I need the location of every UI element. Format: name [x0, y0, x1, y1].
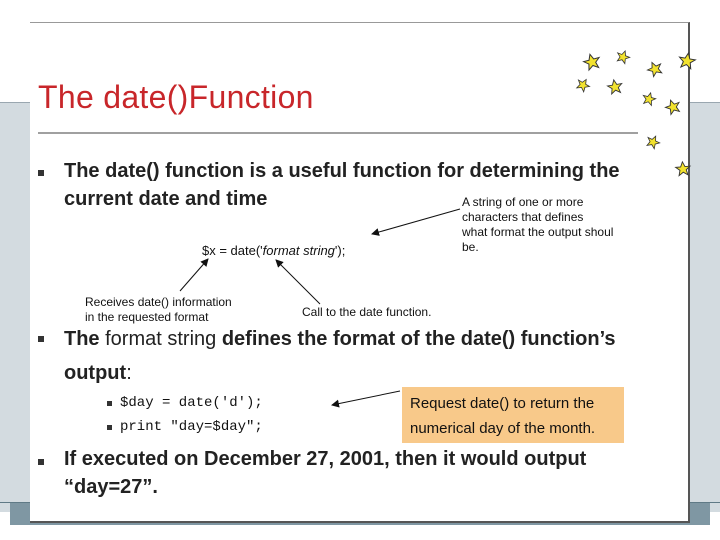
slide: [30, 22, 690, 523]
bullet-2-format-string: format string: [105, 328, 217, 350]
arrow-call: [276, 260, 320, 304]
bullet-3-line1: If executed on December 27, 2001, then it would output: [64, 448, 587, 470]
code-suffix: ');: [334, 243, 346, 258]
format-desc-line1: A string of one or more: [462, 195, 584, 209]
annotation-arrows: [30, 23, 688, 521]
call-label: Call to the date function.: [302, 305, 432, 319]
code-format-string: format string: [262, 243, 335, 258]
receives-line2: in the requested format: [85, 310, 209, 324]
bullet-2-colon: :: [126, 362, 132, 384]
callout-line2: numerical day of the month.: [410, 420, 596, 437]
slide-title: The date()Function: [38, 79, 314, 115]
arrow-receives: [180, 259, 208, 291]
bullet-1-line2: current date and time: [64, 188, 268, 210]
bullet-2-output: output: [64, 362, 127, 384]
arrow-callout: [332, 391, 400, 405]
bullet-2-part-a: The: [64, 328, 106, 350]
receives-line1: Receives date() information: [85, 295, 232, 309]
bullet-3-line2: “day=27”.: [64, 476, 158, 498]
code-line-2: print "day=$day";: [120, 419, 263, 435]
format-desc-line3: what format the output shoul: [462, 225, 614, 239]
code-line-1: $day = date('d');: [120, 395, 263, 411]
bullet-1-line1: The date() function is a useful function for determining the: [64, 160, 620, 182]
callout-line1: Request date() to return the: [410, 395, 595, 412]
format-desc-line4: be.: [462, 240, 479, 254]
code-prefix: $x = date(': [202, 243, 263, 258]
bullet-2-part-b: defines the format of the date() function’s: [216, 328, 616, 350]
format-desc-line2: characters that defines: [462, 210, 584, 224]
arrow-format-desc: [372, 209, 460, 234]
